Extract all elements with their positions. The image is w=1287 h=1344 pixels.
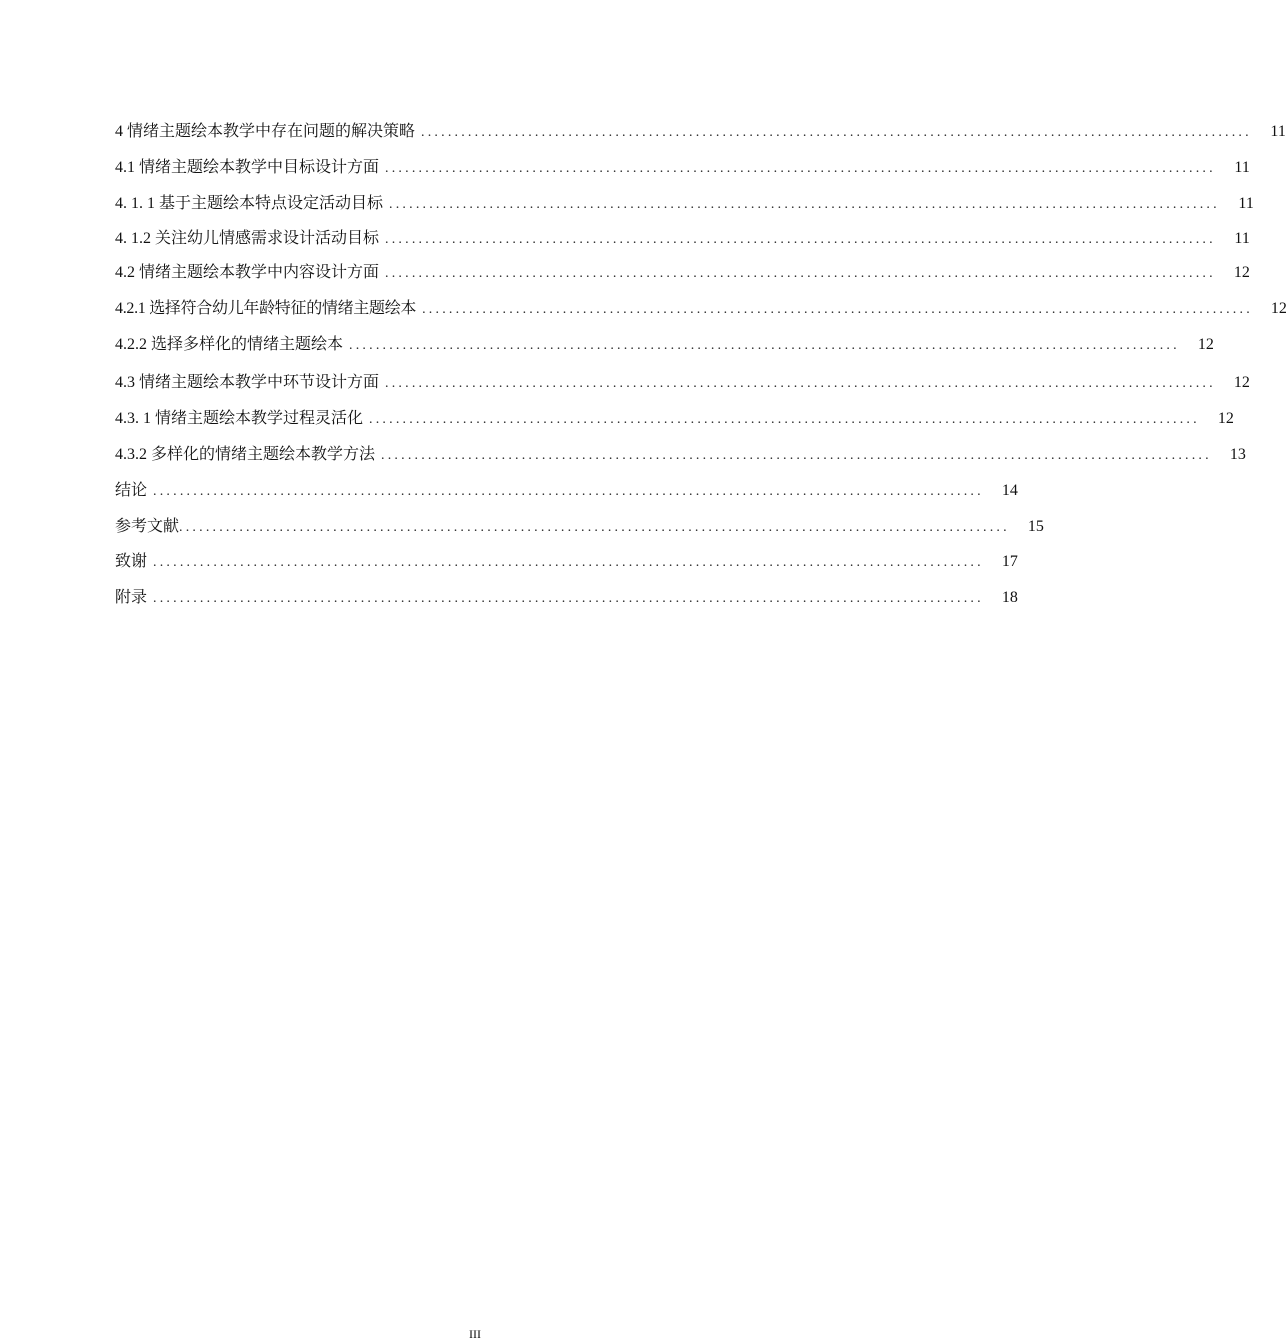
toc-entry-page: 12 xyxy=(1270,300,1287,317)
toc-entry-title: 4.1 情绪主题绘本教学中目标设计方面 xyxy=(115,159,380,176)
toc-entry-title: 4.2.1 选择符合幼儿年龄特征的情绪主题绘本 xyxy=(115,300,417,317)
toc-entry[interactable] xyxy=(115,299,1287,320)
toc-entry[interactable] xyxy=(115,552,1018,573)
toc-entry-page: 11 xyxy=(1234,159,1250,176)
toc-entry[interactable] xyxy=(115,122,1286,143)
toc-entry[interactable] xyxy=(115,194,1254,215)
toc-entry-title: 4.2.2 选择多样化的情绪主题绘本 xyxy=(115,336,344,353)
toc-entry[interactable] xyxy=(115,373,1250,394)
toc-entry[interactable] xyxy=(115,158,1250,179)
toc-entry[interactable] xyxy=(115,263,1250,284)
toc-leader-dots: ............................................................................................................................ xyxy=(381,448,1212,463)
toc-leader-dots: ............................................................................................................................ xyxy=(369,412,1200,427)
toc-entry-title: 4.2 情绪主题绘本教学中内容设计方面 xyxy=(115,264,380,281)
toc-entry-page: 17 xyxy=(1001,553,1018,570)
toc-leader-dots: ............................................................................................................................ xyxy=(153,591,984,606)
toc-entry-title: 4.3. 1 情绪主题绘本教学过程灵活化 xyxy=(115,410,364,427)
toc-leader-dots: ............................................................................................................................ xyxy=(385,161,1216,176)
toc-entry-page: 13 xyxy=(1229,446,1246,463)
toc-entry[interactable] xyxy=(115,517,1044,538)
toc-entry[interactable] xyxy=(115,335,1214,356)
toc-entry-title: 附录 xyxy=(115,589,148,606)
toc-entry-title: 4.3.2 多样化的情绪主题绘本教学方法 xyxy=(115,446,376,463)
toc-entry-title: 4. 1.2 关注幼儿情感需求设计活动目标 xyxy=(115,230,380,247)
toc-leader-dots: ............................................................................................................................ xyxy=(153,484,984,499)
toc-entry-page: 11 xyxy=(1234,230,1250,247)
toc-leader-dots: ............................................................................................................................ xyxy=(422,302,1253,317)
toc-entry-title: 致谢 xyxy=(115,553,148,570)
toc-entry-page: 12 xyxy=(1197,336,1214,353)
toc-leader-dots: ............................................................................................................................ xyxy=(385,376,1216,391)
toc-entry-title: 4. 1. 1 基于主题绘本特点设定活动目标 xyxy=(115,195,384,212)
toc-entry-page: 18 xyxy=(1001,589,1018,606)
toc-leader-dots: ............................................................................................................................ xyxy=(389,197,1220,212)
toc-entry[interactable] xyxy=(115,588,1018,609)
toc-entry[interactable] xyxy=(115,481,1018,502)
toc-entry-page: 12 xyxy=(1217,410,1234,427)
page-number: III xyxy=(469,1327,481,1341)
toc-leader-dots: ............................................................................................................................ xyxy=(385,266,1216,281)
toc-leader-dots: ............................................................................................................................ xyxy=(349,338,1180,353)
toc-leader-dots: ............................................................................................................................ xyxy=(179,520,1010,535)
toc-leader-dots: ............................................................................................................................ xyxy=(385,232,1216,247)
toc-entry-title: 结论 xyxy=(115,482,148,499)
toc-entry-title: 4 情绪主题绘本教学中存在问题的解决策略 xyxy=(115,123,416,140)
toc-entry-page: 15 xyxy=(1027,518,1044,535)
toc-leader-dots: ............................................................................................................................ xyxy=(153,555,984,570)
toc-entry-page: 11 xyxy=(1270,123,1286,140)
toc-entry-page: 12 xyxy=(1233,264,1250,281)
toc-entry-page: 14 xyxy=(1001,482,1018,499)
toc-entry-page: 11 xyxy=(1238,195,1254,212)
toc-entry-title: 参考文献 xyxy=(115,518,180,535)
toc-entry[interactable] xyxy=(115,445,1246,466)
toc-leader-dots: ............................................................................................................................ xyxy=(421,125,1252,140)
toc-entry[interactable] xyxy=(115,229,1250,250)
toc-entry[interactable] xyxy=(115,409,1234,430)
toc-entry-title: 4.3 情绪主题绘本教学中环节设计方面 xyxy=(115,374,380,391)
toc-entry-page: 12 xyxy=(1233,374,1250,391)
